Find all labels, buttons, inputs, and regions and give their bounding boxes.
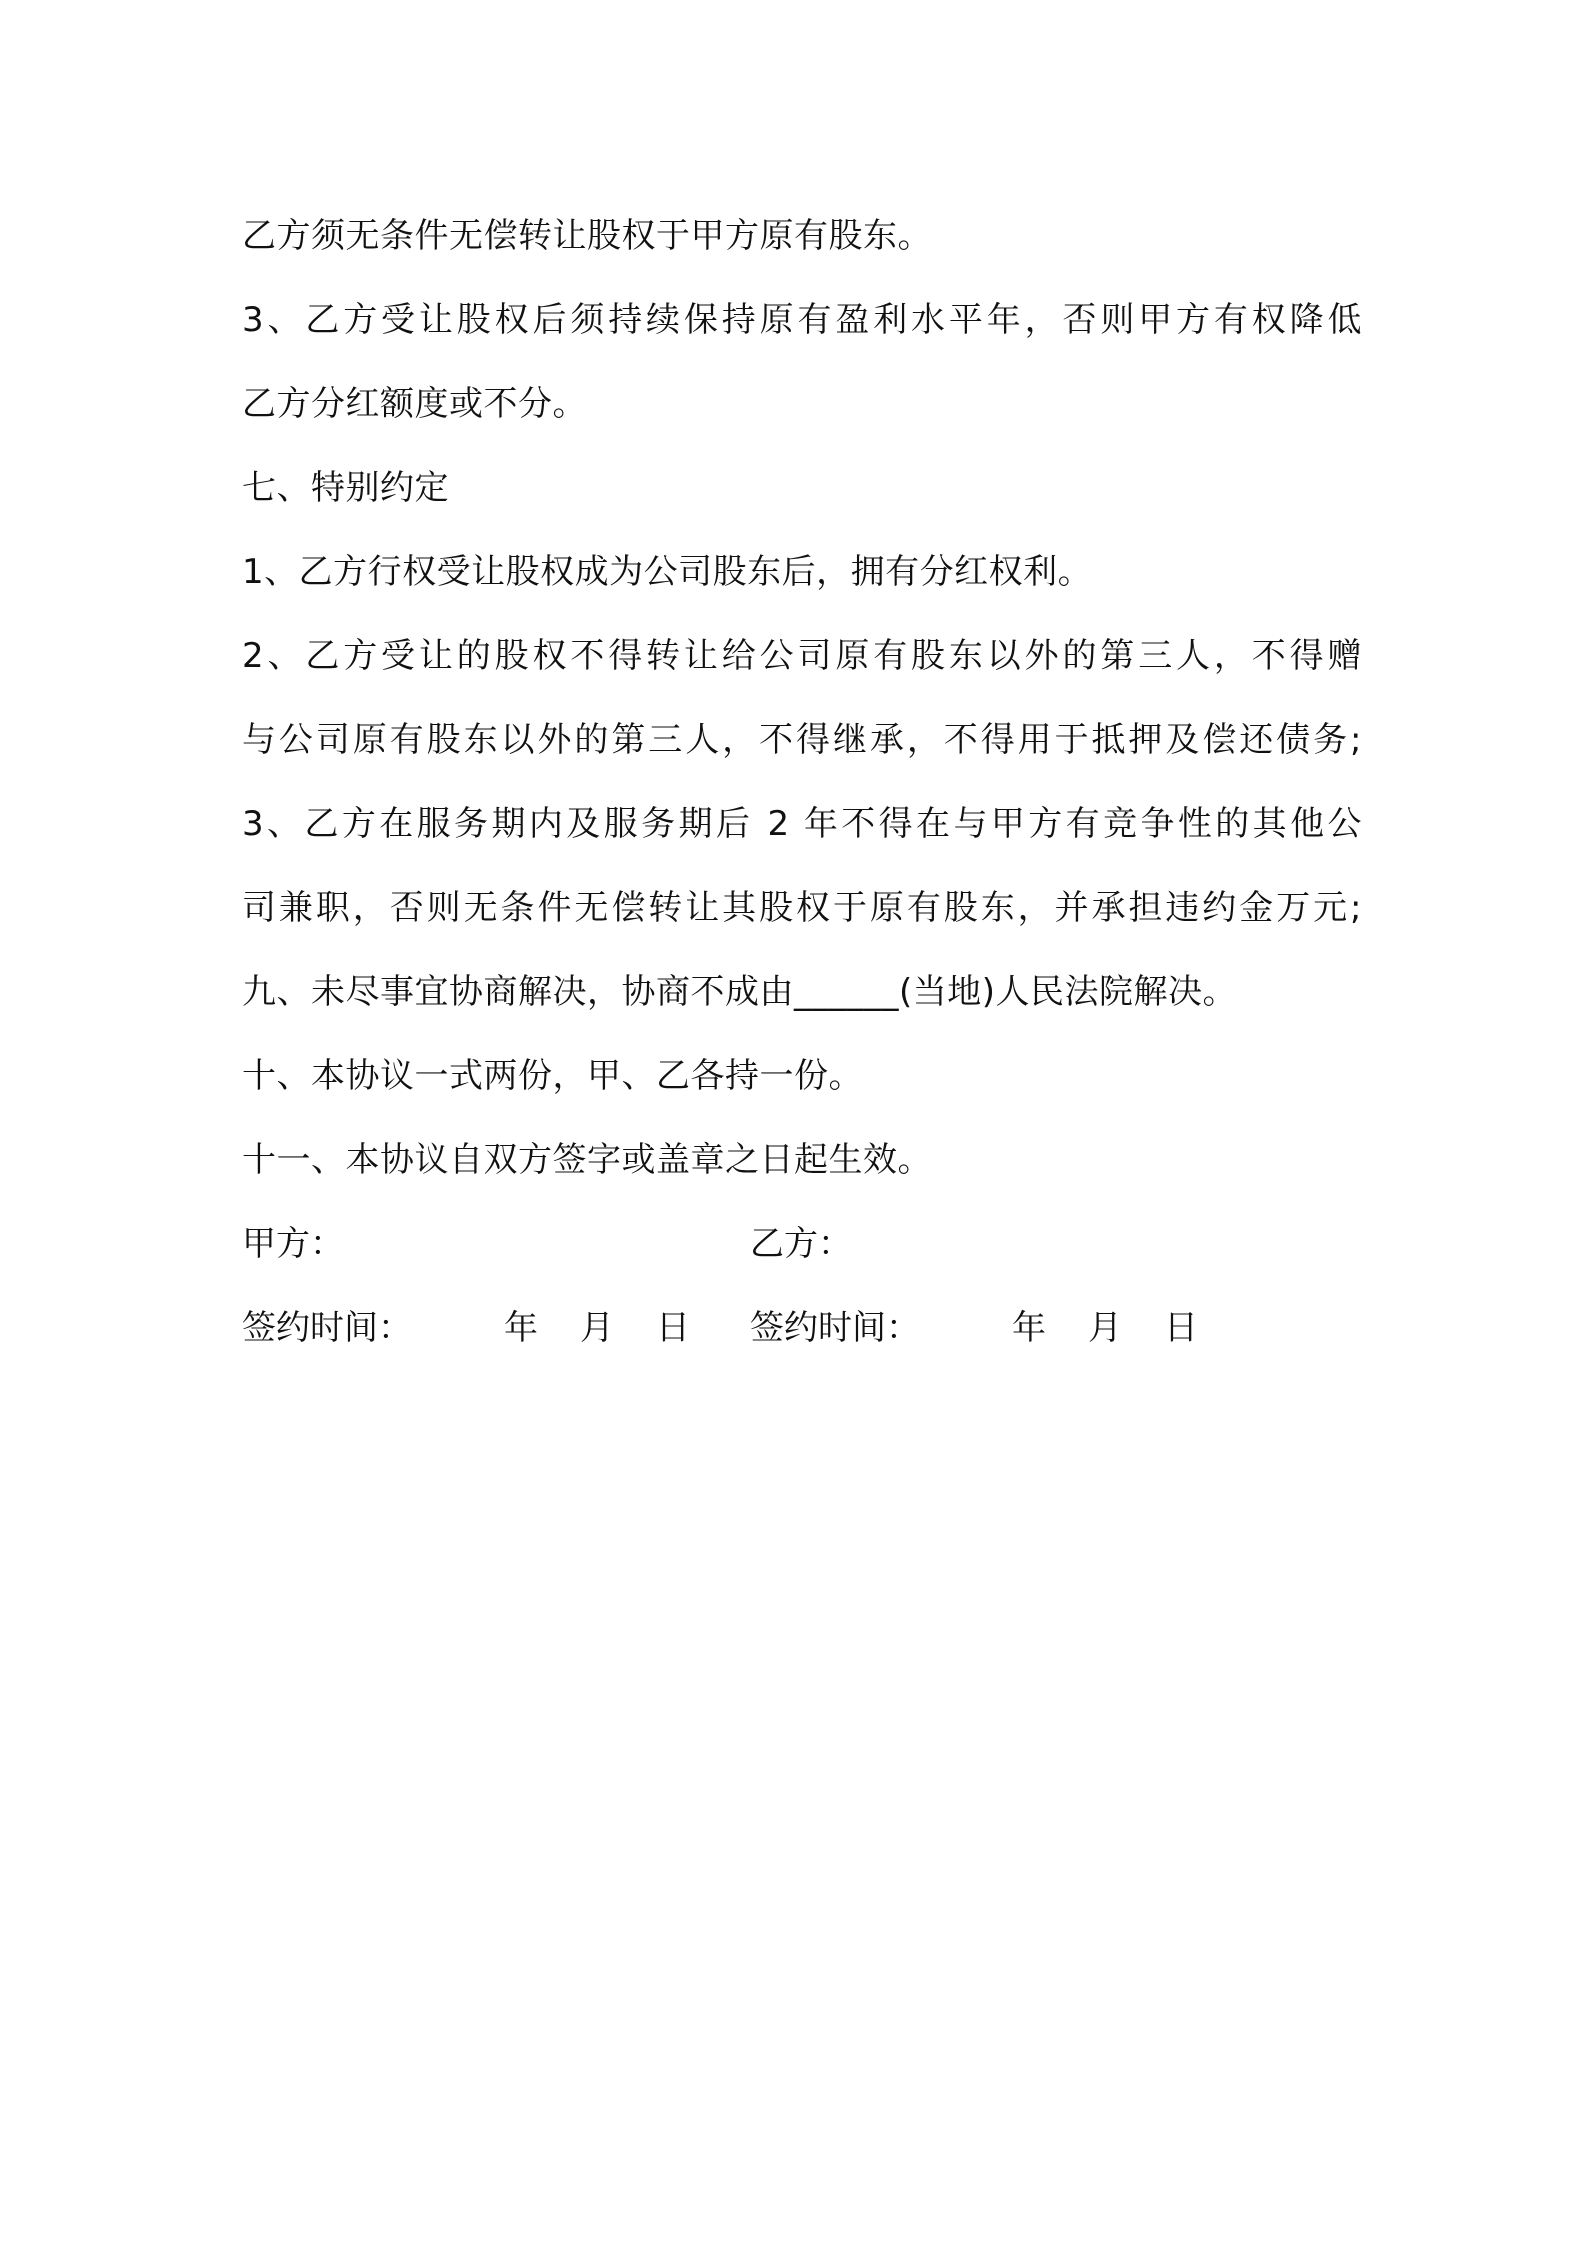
document-body (242, 194, 1362, 1370)
paragraph: 与公司原有股东以外的第三人，不得继承，不得用于抵押及偿还债务; (242, 720, 1362, 760)
sign-time-label-a: 签约时间： (242, 1308, 412, 1348)
signature-parties-row (242, 1202, 1362, 1286)
paragraph: 九、未尽事宜协商解决，协商不成由______(当地)人民法院解决。 (242, 972, 1238, 1012)
month-a: 月 (580, 1308, 614, 1348)
paragraph: 2、乙方受让的股权不得转让给公司原有股东以外的第三人，不得赠 (242, 636, 1362, 676)
day-b: 日 (1164, 1308, 1198, 1348)
section-heading: 七、特别约定 (242, 468, 449, 508)
paragraph: 司兼职，否则无条件无偿转让其股权于原有股东，并承担违约金万元; (242, 888, 1362, 928)
paragraph: 十一、本协议自双方签字或盖章之日起生效。 (242, 1140, 932, 1180)
paragraph: 乙方分红额度或不分。 (242, 384, 587, 424)
sign-time-label-b: 签约时间： (750, 1308, 920, 1348)
paragraph: 1、乙方行权受让股权成为公司股东后，拥有分红权利。 (242, 552, 1093, 592)
signature-date-row (242, 1286, 1362, 1370)
month-b: 月 (1088, 1308, 1122, 1348)
year-a: 年 (504, 1308, 538, 1348)
paragraph: 3、乙方受让股权后须持续保持原有盈利水平年，否则甲方有权降低 (242, 300, 1362, 340)
party-a-label: 甲方： (242, 1224, 344, 1264)
paragraph: 十、本协议一式两份，甲、乙各持一份。 (242, 1056, 863, 1096)
party-b-label: 乙方： (750, 1224, 852, 1264)
paragraph: 3、乙方在服务期内及服务期后 2 年不得在与甲方有竞争性的其他公 (242, 804, 1362, 844)
year-b: 年 (1012, 1308, 1046, 1348)
paragraph: 乙方须无条件无偿转让股权于甲方原有股东。 (242, 216, 932, 256)
day-a: 日 (656, 1308, 690, 1348)
